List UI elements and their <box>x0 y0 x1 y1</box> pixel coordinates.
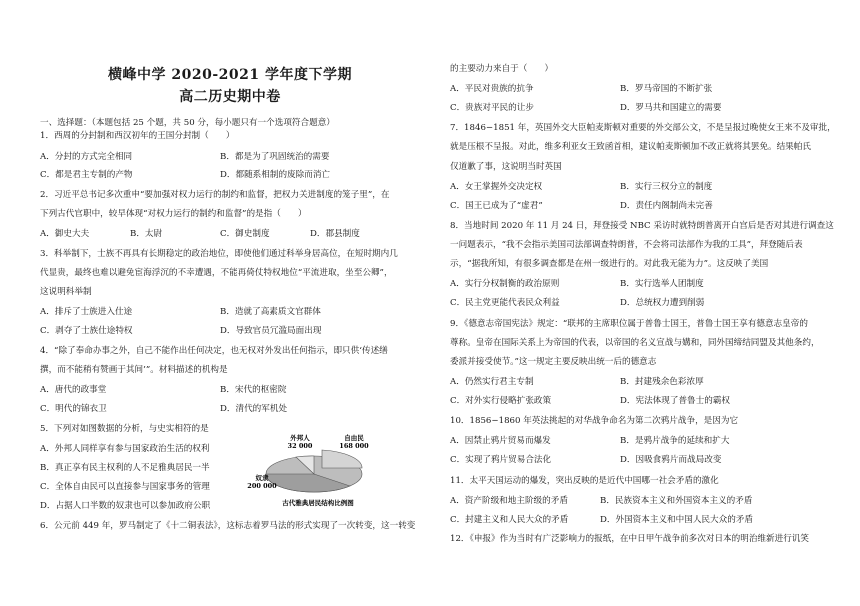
label-citizens: 自由民 <box>344 434 364 442</box>
question-text-line: 8．当地时间 2020 年 11 月 24 日，拜登接受 NBC 采访时就特朗普离开白宫后是否对其进行调查这 <box>450 221 834 231</box>
answer-option: B．宋代的枢密院 <box>220 385 287 395</box>
answer-option: B．实行三权分立的制度 <box>620 182 713 192</box>
value-citizens: 168 000 <box>339 442 369 450</box>
answer-option: D．都随系相制的废除而消亡 <box>220 170 331 180</box>
answer-option: A．分封的方式完全相同 <box>40 152 133 162</box>
exam-subtitle: 高二历史期中卷 <box>179 89 281 105</box>
question-text-line: 示，“据我所知，有很多调查都是在州一级进行的。对此我无能为力”。这反映了美国 <box>450 259 769 269</box>
answer-option: C．剥夺了士族仕途特权 <box>40 326 133 336</box>
answer-option: C．实现了鸦片贸易合法化 <box>450 455 552 465</box>
answer-option: D．责任内阁制尚未完善 <box>620 201 713 211</box>
label-foreigners: 外邦人 <box>290 434 310 442</box>
answer-option: C．国王已成为了“虚君” <box>450 201 543 211</box>
answer-option: C．都是君主专制的产物 <box>40 170 133 180</box>
answer-option: D．郡县制度 <box>310 229 360 239</box>
question-text-line: 一、选择题：（本题包括 25 个题，共 50 分，每小题只有一个选项符合题意） <box>40 118 335 128</box>
question-text-line: 代显贵，最终也难以避免宦海浮沉的不幸遭遇，不能再倚仗特权地位“平流进取，坐至公卿”， <box>40 268 393 278</box>
answer-option: A．外邦人同样享有参与国家政治生活的权利 <box>40 444 210 454</box>
answer-option: A．御史大夫 <box>40 229 90 239</box>
answer-option: A．排斥了士族进入仕途 <box>40 307 133 317</box>
value-slaves: 200 000 <box>247 482 277 490</box>
answer-option: B．造就了高素质文官群体 <box>220 307 321 317</box>
answer-option: A．资产阶级和地主阶级的矛盾 <box>450 496 568 506</box>
question-text-line: 12．《申报》作为当时有广泛影响力的报纸，在中日甲午战争前多次对日本的明治维新进行讥笑 <box>450 534 809 544</box>
question-text-line: 仅道歉了事，这说明当时英国 <box>450 162 562 172</box>
question-text-line: 5．下列对如图数据的分析，与史实相符的是 <box>40 424 209 434</box>
question-text-line: 9．《德意志帝国宪法》规定：“联邦的主席职位属于普鲁士国王，普鲁士国王享有德意志皇帝的 <box>450 319 808 329</box>
answer-option: B．都是为了巩固统治的需要 <box>220 152 330 162</box>
answer-option: C．封建主义和人民大众的矛盾 <box>450 515 569 525</box>
answer-option: C．明代的锦衣卫 <box>40 404 107 414</box>
label-slaves: 奴隶 <box>255 474 269 482</box>
answer-option: A．唐代的政事堂 <box>40 385 107 395</box>
question-text-line: 3．科举制下，士族不再具有长期稳定的政治地位，即使他们通过科举身居高位，在短时期内几 <box>40 249 398 259</box>
answer-option: D．因吸食鸦片而战局改变 <box>620 455 722 465</box>
answer-option: C．御史制度 <box>220 229 270 239</box>
answer-option: D．总统权力遭到削弱 <box>620 298 705 308</box>
answer-option: D．罗马共和国建立的需要 <box>620 103 722 113</box>
answer-option: B．罗马帝国的不断扩张 <box>620 84 713 94</box>
answer-option: B．实行选举人团制度 <box>620 279 704 289</box>
answer-option: C．民主党更能代表民众利益 <box>450 298 560 308</box>
answer-option: D．清代的军机处 <box>220 404 288 414</box>
pie-slice-citizens <box>322 450 362 468</box>
question-text-line: 尊称。皇帝在国际关系上为帝国的代表，以帝国的名义宣战与媾和，同外国缔结同盟及其他条约， <box>450 338 820 348</box>
question-text-line: 下列古代官职中，较早体现“对权力运行的制约和监督”的是指（ ） <box>40 209 307 219</box>
chart-caption: 古代雅典居民结构比例图 <box>282 499 354 507</box>
answer-option: A．因禁止鸦片贸易而爆发 <box>450 436 551 446</box>
answer-option: A．仍然实行君主专制 <box>450 377 534 387</box>
exam-title: 横峰中学 2020-2021 学年度下学期 <box>108 67 352 83</box>
resident-structure-pie-chart <box>247 428 382 510</box>
question-text-line: 6．公元前 449 年，罗马制定了《十二铜表法》，这标志着罗马法的形式实现了一次转变，这一转变 <box>40 521 416 531</box>
answer-option: B．太尉 <box>130 229 163 239</box>
question-text-line: 这说明科举制 <box>40 287 92 297</box>
value-foreigners: 32 000 <box>287 442 313 450</box>
answer-option: D．外国资本主义和中国人民大众的矛盾 <box>600 515 753 525</box>
question-text-line: 就是压根不呈报。对此，维多利亚女王致函首相，建议帕麦斯顿加不改正就将其罢免。结果帕氏 <box>450 142 811 152</box>
answer-option: C．贵族对平民的让步 <box>450 103 534 113</box>
answer-option: C．全体自由民可以直接参与国家事务的管理 <box>40 482 210 492</box>
answer-option: D．占据人口半数的奴隶也可以参加政府公职 <box>40 501 211 511</box>
question-text-line: 1．西周的分封制和西汉初年的王国分封制（ ） <box>40 131 235 141</box>
question-text-line: 2．习近平总书记多次重申“要加强对权力运行的制约和监督，把权力关进制度的笼子里”，在 <box>40 190 390 200</box>
answer-option: B．封建残余色彩浓厚 <box>620 377 704 387</box>
answer-option: B．民族资本主义和外国资本主义的矛盾 <box>600 496 753 506</box>
question-text-line: 4．“除了奉命办事之外，自己不能作出任何决定，也无权对外发出任何指示，即只供‘传述缮 <box>40 346 388 356</box>
question-text-line: 撰，而不能稍有赞画于其间’”。材料描述的机构是 <box>40 365 228 375</box>
answer-option: D．导致官员冗滥局面出现 <box>220 326 322 336</box>
answer-option: B．真正享有民主权利的人不足雅典居民一半 <box>40 463 210 473</box>
question-text-line: 的主要动力来自于（ ） <box>450 64 554 74</box>
question-text-line: 7．1846−1851 年，英国外交大臣帕麦斯顿对重要的外交部公文，不是呈报过晚使女王来不及审批， <box>450 123 836 133</box>
answer-option: C．对外实行侵略扩张政策 <box>450 396 552 406</box>
answer-option: D．宪法体现了普鲁士的霸权 <box>620 396 731 406</box>
answer-option: B．是鸦片战争的延续和扩大 <box>620 436 730 446</box>
question-text-line: 一问题表示，“我不会指示美国司法部调查特朗普，不会将司法部作为我的工具”，拜登随后表 <box>450 240 803 250</box>
answer-option: A．平民对贵族的抗争 <box>450 84 534 94</box>
question-text-line: 委派并接受使节。”这一规定主要反映出统一后的德意志 <box>450 357 657 367</box>
answer-option: A．实行分权制衡的政治原则 <box>450 279 560 289</box>
answer-option: A．女王掌握外交决定权 <box>450 182 543 192</box>
question-text-line: 11．太平天国运动的爆发，突出反映的是近代中国哪一社会矛盾的激化 <box>450 476 719 486</box>
question-text-line: 10．1856−1860 年英法挑起的对华战争命名为第二次鸦片战争，是因为它 <box>450 416 739 426</box>
